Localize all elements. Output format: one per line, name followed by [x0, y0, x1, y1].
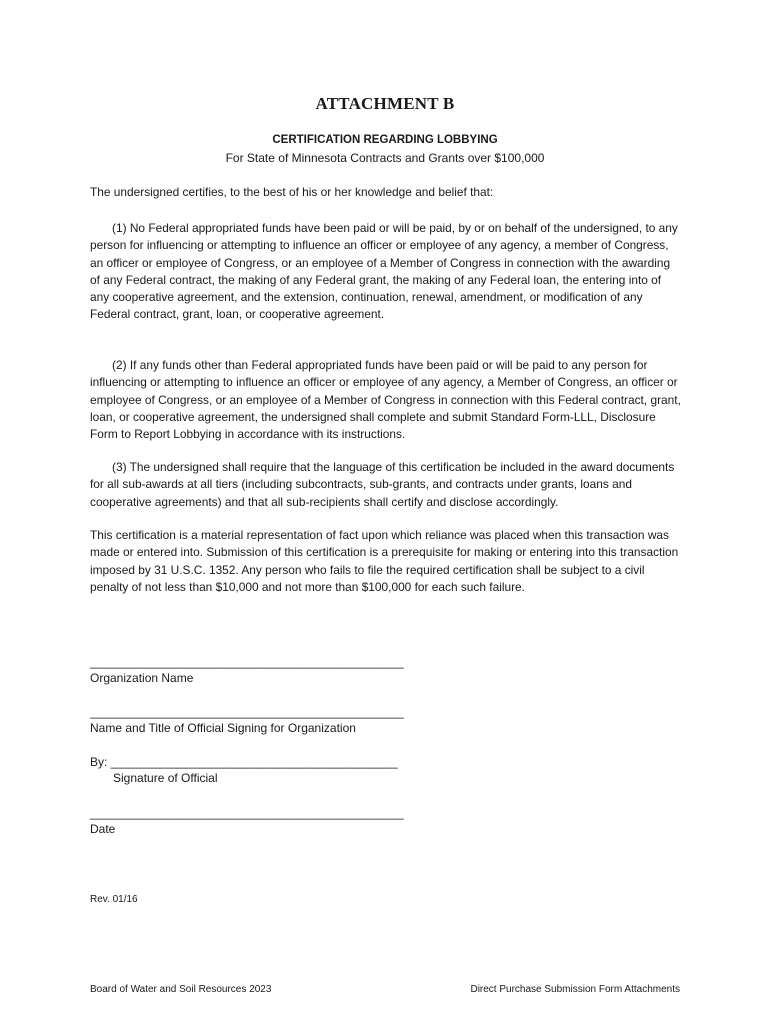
signature-field-organization[interactable]: [90, 654, 404, 686]
signature-line[interactable]: _______________________________________________: [90, 655, 404, 669]
paragraph-4: This certification is a material representation of fact upon which reliance was placed when this transaction was made or entered into. Submission of this certification is a prerequisite for making or entering into this transaction imposed by 31 U.S.C. 1352. Any person who fails to file the required certification shall be subject to a civil penalty of not less than $10,000 and not more than $100,000 for each such failure.: [90, 528, 679, 594]
signature-line[interactable]: _______________________________________________: [90, 806, 404, 820]
signature-label: Organization Name: [90, 671, 194, 685]
signature-field-date[interactable]: [90, 805, 404, 837]
signature-line[interactable]: _______________________________________________: [90, 705, 404, 719]
certification-heading: CERTIFICATION REGARDING LOBBYING: [272, 134, 498, 146]
footer-right: Direct Purchase Submission Form Attachments: [470, 984, 680, 995]
signature-label: Signature of Official: [113, 771, 218, 785]
certification-scope: For State of Minnesota Contracts and Grants over $100,000: [225, 151, 545, 165]
intro-paragraph: The undersigned certifies, to the best of his or her knowledge and belief that:: [90, 185, 494, 199]
paragraph-3: (3) The undersigned shall require that the language of this certification be included in the award documents for all sub-awards at all tiers (including subcontracts, sub-grants, and contracts under grants, loans and cooperative agreements) and that all sub-recipients shall certify and disclose accordingly.: [90, 460, 675, 509]
footer-left: Board of Water and Soil Resources 2023: [90, 984, 272, 995]
signature-label: Name and Title of Official Signing for Organization: [90, 721, 356, 735]
paragraph-1: (1) No Federal appropriated funds have been paid or will be paid, by or on behalf of the undersigned, to any person for influencing or attempting to influence an officer or employee of any agency, a member of Congress, an officer or employee of Congress, or an employee of a Member of Congress in connection with the awarding of any Federal contract, the making of any Federal grant, the making of any Federal loan, the entering into of any cooperative agreement, and the extension, continuation, renewal, amendment, or modification of any Federal contract, grant, loan, or cooperative agreement.: [90, 221, 678, 322]
signature-line[interactable]: By: ___________________________________________: [90, 755, 398, 769]
signature-field-name-title[interactable]: [90, 704, 404, 736]
signature-field-official[interactable]: [90, 754, 398, 786]
paragraph-2: (2) If any funds other than Federal appropriated funds have been paid or will be paid to any person for influencing or attempting to influence an officer or employee of any agency, a Member of Congress, an officer or employee of Congress, or an employee of a Member of Congress in connection with this Federal contract, grant, loan, or cooperative agreement, the undersigned shall complete and submit Standard Form-LLL, Disclosure Form to Report Lobbying in accordance with its instructions.: [90, 358, 681, 442]
signature-label: Date: [90, 822, 116, 836]
revision-label: Rev. 01/16: [90, 894, 138, 905]
page-title: ATTACHMENT B: [315, 94, 455, 113]
